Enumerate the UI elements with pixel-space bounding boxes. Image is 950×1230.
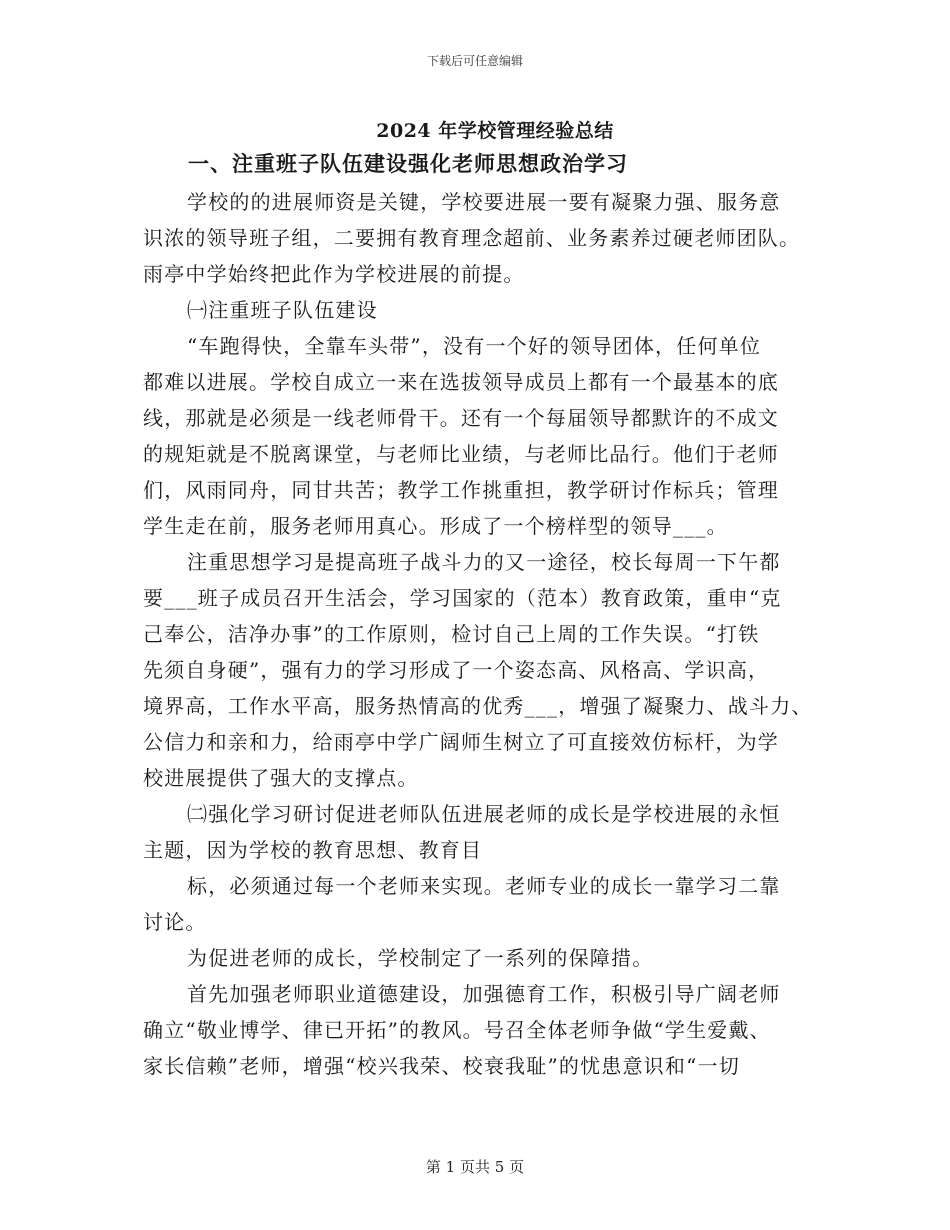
paragraph-line: 为促进老师的成长，学校制定了一系列的保障措。 (187, 946, 654, 970)
paragraph-line: 家长信赖”老师，增强“校兴我荣、校衰我耻”的忧患意识和“一切 (143, 1054, 740, 1078)
paragraph-line: 都难以进展。学校自成立一来在选拔领导成员上都有一个最基本的底 (143, 370, 779, 394)
paragraph-line: 先须自身硬”，强有力的学习形成了一个姿态高、风格高、学识高， (143, 658, 770, 682)
paragraph-line: 注重思想学习是提高班子战斗力的又一途径，校长每周一下午都 (187, 550, 781, 574)
paragraph-line: ㈠注重班子队伍建设 (187, 298, 378, 322)
paragraph-line: 境界高，工作水平高，服务热情高的优秀___，增强了凝聚力、战斗力、 (143, 694, 813, 718)
paragraph-line: 校进展提供了强大的支撑点。 (143, 766, 419, 790)
page-header-note: 下载后可任意编辑 (426, 54, 523, 68)
paragraph-line: 己奉公，洁净办事”的工作原则，检讨自己上周的工作失误。“打铁 (143, 622, 760, 646)
paragraph-line: 主题，因为学校的教育思想、教育目 (143, 838, 483, 862)
page-footer-note: 第 1 页共 5 页 (425, 1158, 525, 1176)
document-body (143, 184, 823, 1084)
paragraph-line: 学生走在前，服务老师用真心。形成了一个榜样型的领导___。 (143, 514, 728, 538)
paragraph-line: 学校的的进展师资是关键，学校要进展一要有凝聚力强、服务意 (187, 190, 781, 214)
paragraph-line: “车跑得快，全靠车头带”，没有一个好的领导团体，任何单位 (187, 334, 762, 358)
paragraph-line: ㈡强化学习研讨促进老师队伍进展老师的成长是学校进展的永恒 (187, 802, 781, 826)
paragraph-line: 识浓的领导班子组，二要拥有教育理念超前、业务素养过硬老师团队。 (143, 226, 801, 250)
paragraph-line: 首先加强老师职业道德建设，加强德育工作，积极引导广阔老师 (187, 982, 781, 1006)
paragraph-line: 标，必须通过每一个老师来实现。老师专业的成长一靠学习二靠 (187, 874, 781, 898)
paragraph-line: 确立“敬业博学、律已开拓”的教风。号召全体老师争做“学生爱戴、 (143, 1018, 771, 1042)
paragraph-line: 讨论。 (143, 910, 207, 934)
document-title: 2024 年学校管理经验总结 (376, 120, 614, 142)
paragraph-line: 的规矩就是不脱离课堂，与老师比业绩，与老师比品行。他们于老师 (143, 442, 779, 466)
paragraph-line: 公信力和亲和力，给雨亭中学广阔师生树立了可直接效仿标杆，为学 (143, 730, 779, 754)
paragraph-line: 们，风雨同舟，同甘共苦；教学工作挑重担，教学研讨作标兵；管理 (143, 478, 779, 502)
paragraph-line: 要___班子成员召开生活会，学习国家的（范本）教育政策，重申“克 (143, 586, 782, 610)
paragraph-line: 雨亭中学始终把此作为学校进展的前提。 (143, 262, 525, 286)
section-heading: 一、注重班子队伍建设强化老师思想政治学习 (188, 151, 628, 176)
paragraph-line: 线，那就是必须是一线老师骨干。还有一个每届领导都默许的不成文 (143, 406, 779, 430)
